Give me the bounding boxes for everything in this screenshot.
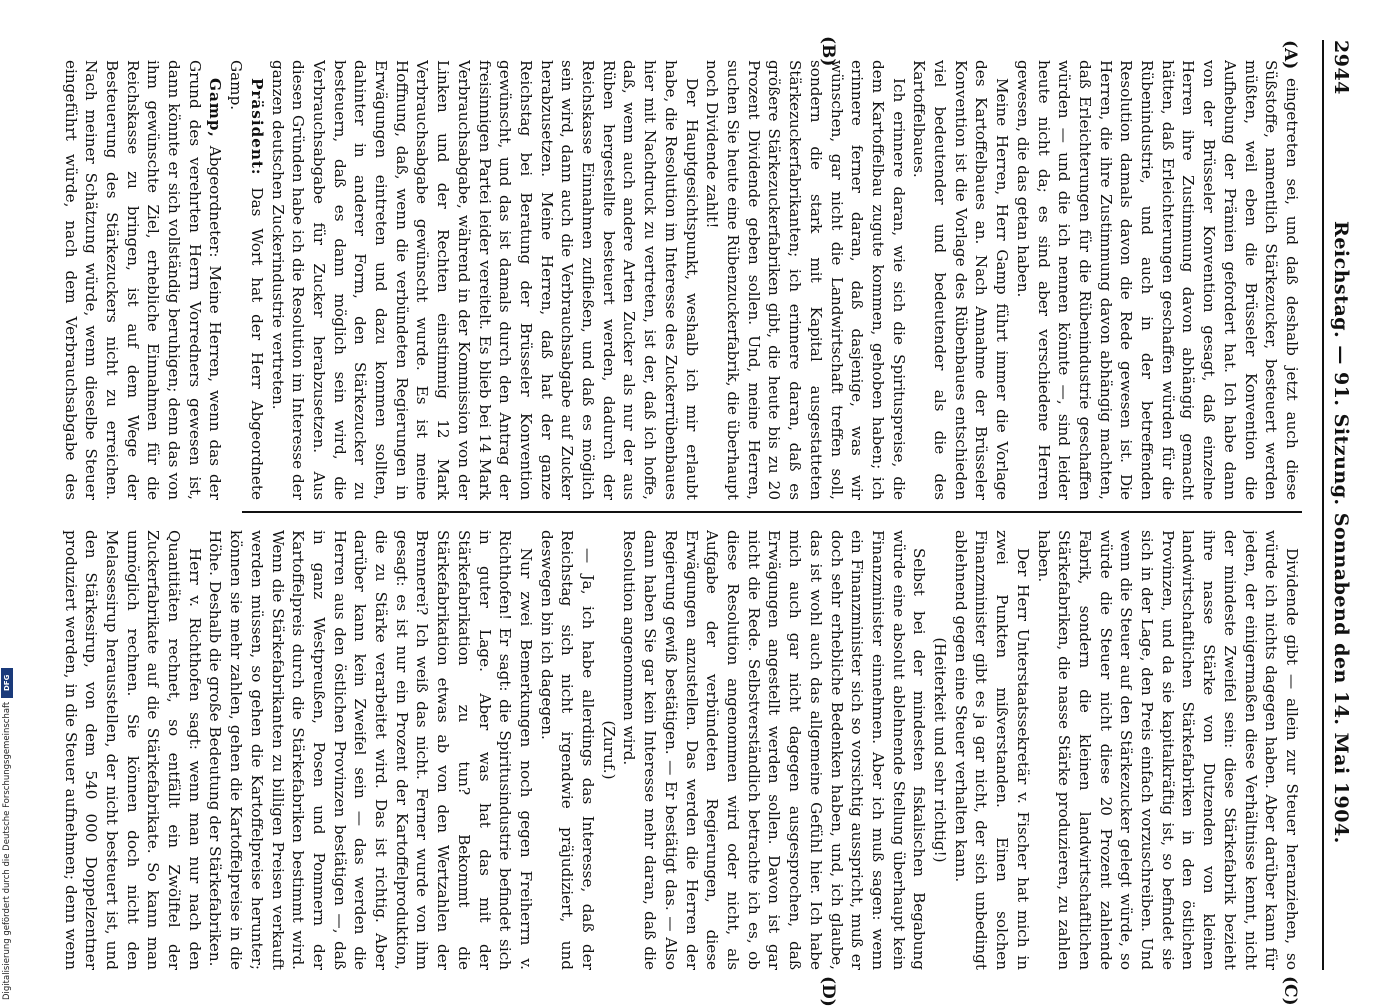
speaker-name: Präsident: (247, 78, 266, 176)
paragraph: — Ja, ich habe allerdings das Interesse, daß der Reichstag sich nicht irgendwie präjudiziert, und deswegen bin ich dagegen. (537, 530, 598, 970)
paragraph: Herr v. Richthofen sagt: wenn man nur nach den Quantitäten rechnet, so entfällt ein Zwölftel der Zuckerfabrikate auf die Stärkefabrikate. So kann man unmöglich rechnen. Sie können doch nicht den Melassesirup herausstellen, der nicht besteuert ist, und den Stärkesirup, von dem 540 000 Doppelzentner produziert werden, in die Steuer aufnehmen; denn wenn (62, 530, 204, 970)
page-header (1322, 40, 1358, 970)
paragraph: eingetreten sei, und daß deshalb jetzt auch diese Süßstoffe, namentlich Stärkezucker, besteuert werden müßten, weil eben die Brüsseler Konvention die Aufhebung der Prämien gefordert hat. Ich habe dann von der Brüsseler Konvention gesagt, daß einzelne Herren ihre Zustimmung davon abhängig gemacht hätten, daß Erleichterungen geschaffen würden für die Rübenindustrie, und auch in der betreffenden Resolution damals davon die Rede gewesen ist. Die Herren, die ihre Zustimmung davon abhängig machten, daß Erleichterungen für die Rübenindustrie geschaffen würden — und die ich nennen könnte —, sind leider heute nicht da; es sind aber verschiedene Herren gewesen, die das getan haben. (1013, 60, 1301, 500)
dfg-logo-icon: DFG (1, 668, 13, 698)
speaker-name: Gamp, (206, 78, 225, 138)
paragraph: Dividende gibt — allein zur Steuer heranziehen, so würde ich nichts dagegen haben. Aber darüber kann für jeden, der einigermaßen diese Verhältnisse kennt, nicht der mindeste Zweifel sein: diese Stärkefabrik bezieht ihre nasse Stärke von Dutzenden von kleinen landwirtschaftlichen Stärkefabriken in den östlichen Provinzen, und da sie kapitalkräftig ist, so befindet sie sich in der Lage, den Preis einfach vorzuschreiben. Und wenn die Steuer auf den Stärkezucker gelegt würde, so würde die Steuer nicht diese 20 Prozent zahlende Fabrik, sondern die kleinen landwirtschaftlichen Stärkefabriken, die nasse Stärke produzieren, zu zahlen haben. (1034, 530, 1301, 970)
right-column (62, 530, 1302, 970)
paragraph: Der Hauptgesichtspunkt, weshalb ich mir erlaubt habe, die Resolution im Interesse des Zuckerrübenbaues hier mit Nachdruck zu vertreten, ist der, daß ich hoffe, daß, wenn auch andere Arten Zucker als nur der aus Rüben hergestellte besteuert werden, dadurch der Reichskasse Einnahmen zufließen, und daß es möglich sein wird, dann auch die Verbrauchsabgabe auf Zucker herabzusetzen. Meine Herren, daß hat der ganze Reichstag bei Beratung der Brüsseler Konvention gewünscht, und das ist damals durch den Antrag der freisinnigen Partei leider vereitelt. Es blieb bei 14 Mark Verbrauchsabgabe, während in der Kommission von der Linken und der Rechten einstimmig 12 Mark Verbrauchsabgabe gewünscht wurde. Es ist meine Hoffnung, daß, wenn die verbündeten Regierungen in Erwägungen eintreten und dazu kommen sollten, dahinter in anderer Form, den Stärkezucker zu besteuern, daß es dann möglich sein wird, die Verbrauchsabgabe für Zucker herabzusetzen. Aus diesen Gründen habe ich die Resolution im Interesse der ganzen deutschen Zuckerindustrie vertreten. (268, 60, 701, 500)
margin-mark-b: (B) (818, 36, 838, 67)
statement-text: Meine Herren, wenn das der Grund des verehrten Herrn Vorredners gewesen ist, dann könnte er sich vollständig beruhigen; denn das von ihm gewünschte Ziel, erhebliche Einnahmen für die Reichskasse zu bringen, ist auf dem Wege der Besteuerung des Stärkezuckers nicht zu erreichen. Nach meiner Schätzung würde, wenn dieselbe Steuer eingeführt würde, nach dem Verbrauchsabgabe des (62, 60, 225, 500)
interjection: (Zuruf.) (599, 720, 618, 780)
funding-note: Digitalisierung gefördert durch die Deutsche Forschungsgemeinschaft (2, 701, 12, 1000)
interjection: (Heiterkeit und sehr richtig!) (931, 637, 950, 863)
column-divider (242, 511, 1302, 513)
margin-mark-d: (D) (818, 976, 838, 1007)
gamp-statement (62, 60, 225, 500)
paragraph: Ich erinnere daran, wie sich die Spirituspreise, die dem Kartoffelbau zugute kommen, gehoben haben; ich erinnere ferner daran, daß dasjenige, was wir wünschen, gar nicht die Landwirtschaft treffen soll, sondern die stark mit Kapital ausgestatteten Stärkezuckerfabrikanten; ich erinnere daran, daß es größere Stärkezuckerfabriken gibt, die heute bis zu 20 Prozent Dividende geben sollen. Und, meine Herren, suchen Sie heute eine Rübenzuckerfabrik, die überhaupt noch Dividende zahlt! (703, 60, 908, 500)
margin-mark-c: (C) (1280, 976, 1300, 1006)
speaker-role: Abgeordneter: (206, 145, 225, 258)
paragraph: Selbst bei der mindesten fiskalischen Begabung würde eine absolut ablehnende Stellung überhaupt kein Finanzminister einnehmen. Aber ich muß sagen: wenn ein Finanzminister sich so vorsichtig ausspricht, muß er doch sehr erhebliche Bedenken haben, und, ich glaube, das ist wohl auch das allgemeine Gefühl hier. Ich habe mich auch gar nicht dagegen ausgesprochen, daß Erwägungen angestellt werden sollen. Davon ist gar nicht die Rede. Selbstverständlich betrachte ich es, ob diese Resolution angenommen wird oder nicht, als Aufgabe der verbündeten Regierungen, diese Erwägungen anzustellen. Das werden die Herren der Regierung gewiß bestätigen. — Er bestätigt das. — Also dann haben Sie gar kein Interesse mehr daran, daß die Resolution angenommen wird. (620, 530, 929, 970)
paragraph: Meine Herren, Herr Gamp führt immer die Vorlage des Kartoffelbaues an. Nach Annahme der Brüsseler Konvention ist die Vorlage des Rübenbaues entschieden viel bedeutender und bedeutender als die des Kartoffelbaues. (910, 60, 1012, 500)
margin-mark-a: (A) (1280, 40, 1300, 70)
dfg-footer (0, 0, 14, 1000)
page-number: 2944 (1330, 40, 1352, 95)
rotated-page (58, 0, 1358, 1007)
statement-text: Das Wort hat der Herr Abgeordnete Gamp. (227, 60, 266, 500)
page-title: Reichstag. — 91. Sitzung. Sonnabend den 14. Mai 1904. (1330, 221, 1352, 844)
left-column (62, 60, 1302, 500)
paragraph: Nur zwei Bemerkungen noch gegen Freiherrn v. Richthofen! Er sagt: die Spiritusindustrie befindet sich in guter Lage. Aber was hat das mit der Stärkefabrikation zu tun? Bekommt die Stärkefabrikation etwas ab von den Wertzahlen der Brennerei? Ich weiß das nicht. Ferner wurde von ihm gesagt: es ist nur ein Prozent der Kartoffelproduktion, die zu Stärke verarbeitet wird. Das ist richtig. Aber darüber kann kein Zweifel sein — das werden die Herren aus den östlichen Provinzen bestätigen —, daß in ganz Westpreußen, Posen und Pommern der Kartoffelpreis durch die Stärkefabriken bestimmt wird. Wenn die Stärkefabrikanten zu billigen Preisen verkauft werden müssen, so gehen die Kartoffelpreise herunter; können sie mehr zahlen, gehen die Kartoffelpreise in die Höhe. Deshalb die große Bedeutung der Stärkefabriken. (206, 530, 535, 970)
president-statement (225, 60, 266, 500)
paragraph: Der Herr Unterstaatssekretär v. Fischer hat mich in zwei Punkten mißverstanden. Einen solchen Finanzminister gibt es ja gar nicht, der sich unbedingt ablehnend gegen eine Steuer verhalten kann. (951, 530, 1032, 970)
